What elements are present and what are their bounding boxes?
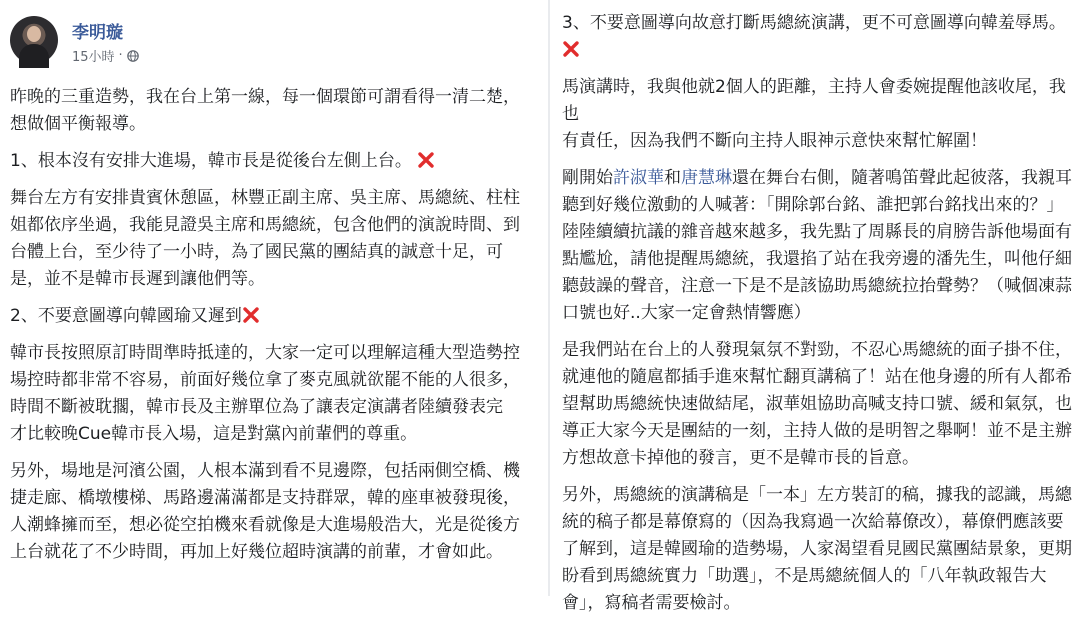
avatar[interactable]	[10, 16, 58, 64]
paragraph-point-1: 舞台左方有安排貴賓休憩區，林豐正副主席、吳主席、馬總統、柱柱 姐都依序坐過，我能見證吳主席和馬總統，包含他們的演說時間、到 台體上台，至少待了一小時，為了國民黨的團結真的誠意十足，可 是，並不是韓市長遲到讓他們等。	[10, 188, 520, 289]
paragraph-venue: 另外，場地是河濱公園，人根本滿到看不見邊際，包括兩側空橋、機 捷走廊、橋墩樓梯、馬路邊滿滿都是支持群眾，韓的座車被發現後， 人潮蜂擁而至，想必從空拍機來看就像是大進場般浩大，光是從後方 上台就花了不少時間，再加上好幾位超時演講的前輩，才會如此。	[10, 461, 520, 562]
point-2-heading	[10, 303, 540, 330]
cross-mark-icon	[242, 306, 260, 324]
protest-text-a: 剛開始	[562, 168, 613, 188]
mention-tang-hui-lin[interactable]: 唐慧琳	[681, 168, 732, 188]
paragraph-script: 另外，馬總統的演講稿是「一本」左方裝訂的稿，據我的認識，馬總 統的稿子都是幕僚寫的（因為我寫過一次給幕僚改），幕僚們應該要 了解到，這是韓國瑜的造勢場，人家渴望看見國民黨團結景象，更期 盼看到馬總統實力「助選」，不是馬總統個人的「八年執政報告大 會」，寫稿者需要檢討。	[562, 485, 1072, 613]
point-1-text: 1、根本沒有安排大進場，韓市長是從後台左側上台。	[10, 151, 412, 171]
post-right-column	[550, 0, 1072, 613]
meta-separator: ·	[118, 48, 123, 63]
author-name[interactable]: 李明璇	[72, 23, 123, 43]
paragraph-point-2: 韓市長按照原訂時間準時抵達的，大家一定可以理解這種大型造勢控 場控時都非常不容易，前面好幾位拿了麥克風就欲罷不能的人很多， 時間不斷被耽擱，韓市長及主辦單位為了讓表定演講者陸續發表完 才比較晚Cue韓市長入場，這是對黨內前輩們的尊重。	[10, 343, 520, 444]
protest-text-b: 和	[664, 168, 681, 188]
point-3-heading: 3、不要意圖導向故意打斷馬總統演講，更不可意圖導向韓羞辱馬。	[562, 13, 1066, 33]
post-body-left	[10, 84, 540, 566]
post-left-column	[0, 0, 548, 596]
post-time[interactable]: 15小時	[72, 50, 115, 65]
mention-hsu-shu-hua[interactable]: 許淑華	[613, 168, 664, 188]
cross-mark-icon	[417, 151, 435, 169]
point-1-heading	[10, 148, 540, 175]
globe-icon	[127, 50, 139, 62]
paragraph-ma-speech: 馬演講時，我與他就2個人的距離，主持人會委婉提醒他該收尾，我也 有責任，因為我們不斷向主持人眼神示意快來幫忙解圍！	[562, 77, 1066, 151]
post-body-right	[562, 10, 1082, 617]
post-header	[10, 10, 530, 70]
paragraph-intro: 昨晚的三重造勢，我在台上第一線，每一個環節可謂看得一清二楚， 想做個平衡報導。	[10, 87, 520, 134]
point-3-mark	[562, 37, 1082, 64]
paragraph-stage: 是我們站在台上的人發現氣氛不對勁，不忍心馬總統的面子掛不住， 就連他的隨扈都插手進來幫忙翻頁講稿了！站在他身邊的所有人都希 望幫助馬總統快速做結尾，淑華姐協助高喊支持口號、緩和氣氛，也 導正大家今天是團結的一刻，主持人做的是明智之舉啊！並不是主辦 方想故意卡掉他的發言，更不是韓市長的旨意。	[562, 340, 1072, 468]
point-2-text: 2、不要意圖導向韓國瑜又遲到	[10, 306, 242, 326]
post-meta	[72, 46, 139, 65]
paragraph-protest	[562, 165, 1082, 327]
protest-text-c: 還在舞台右側，隨著鳴笛聲此起彼落，我親耳 聽到好幾位激動的人喊著：「開除郭台銘、誰把郭台銘找出來的？」 陸陸續續抗議的雜音越來越多，我先點了周縣長的肩膀告訴他場面有 點尷尬，請他提醒馬總統，我還掐了站在我旁邊的潘先生，叫他仔細 聽鼓譟的聲音，注意一下是不是該協助馬總統拉抬聲勢？（喊個凍蒜 口號也好..大家一定會熱情響應）	[562, 168, 1072, 323]
cross-mark-icon	[562, 40, 580, 58]
